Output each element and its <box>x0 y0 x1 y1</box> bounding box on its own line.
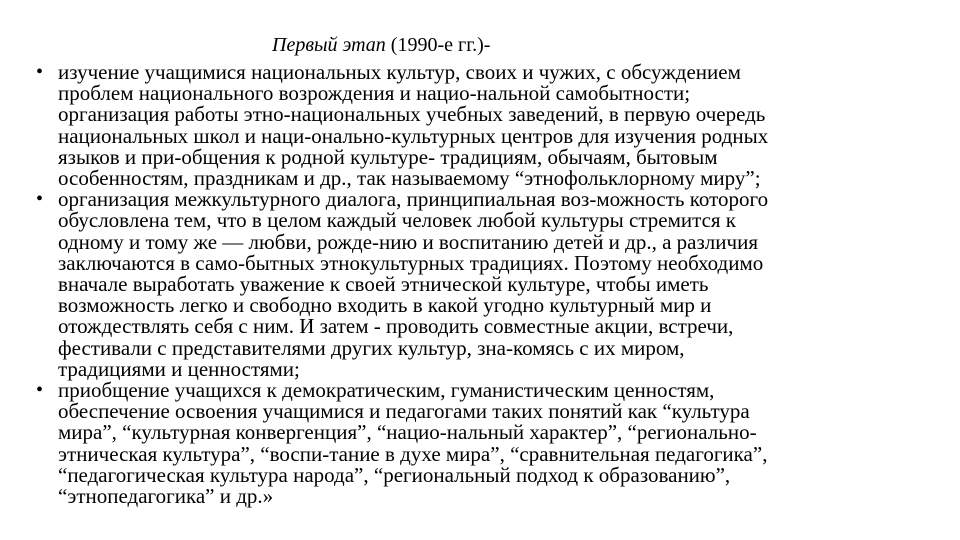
text-line: особенностям, праздникам и др., так называемому “этнофольклорному миру”; <box>58 166 761 191</box>
text-line: проблем национального возрождения и нацио-нальной самобытности; <box>58 81 691 106</box>
text-line: организация межкультурного диалога, принципиальная воз-можность которого <box>58 187 769 212</box>
text-line: приобщение учащихся к демократическим, гуманистическим ценностям, <box>58 378 715 403</box>
text-line: обеспечение освоения учащимися и педагогами таких понятий как “культура <box>58 399 750 424</box>
bullet-icon: • <box>36 61 44 83</box>
text-line: национальных школ и наци-онально-культурных центров для изучения родных <box>58 123 769 148</box>
bullet-item-democratic-values <box>36 380 916 507</box>
text-line: “педагогическая культура народа”, “региональный подход к образованию”, <box>58 462 731 487</box>
text-line: изучение учащимися национальных культур, своих и чужих, с обсуждением <box>58 60 741 84</box>
text-line: заключаются в само-бытных этнокультурных традициях. Поэтому необходимо <box>58 250 764 275</box>
text-line: отождествлять себя с ним. И затем - проводить совместные акции, встречи, <box>58 314 734 339</box>
text-line: языков и при-общения к родной культуре- традициям, обычаям, бытовым <box>58 144 718 169</box>
text-line: организация работы этно-национальных учебных заведений, в первую очередь <box>58 102 766 127</box>
text-line: одному и тому же — любви, рожде-нию и воспитанию детей и др., а различия <box>58 229 758 254</box>
text-line: вначале выработать уважение к своей этнической культуре, чтобы иметь <box>58 272 709 297</box>
bullet-icon: • <box>36 379 44 402</box>
text-line: мира”, “культурная конвергенция”, “нацио-нальный характер”, “регионально- <box>58 420 757 445</box>
stage-heading <box>272 33 490 57</box>
bullet-list <box>36 62 916 507</box>
text-line: этническая культура”, “воспи-тание в духе мира”, “сравнительная педагогика”, <box>58 441 768 466</box>
bullet-item-intercultural-dialogue <box>36 189 916 380</box>
stage-label: Первый этап <box>272 34 386 56</box>
text-line: традициями и ценностями; <box>58 356 300 381</box>
text-line: “этнопедагогика” и др.» <box>58 484 274 509</box>
text-line: возможность легко и свободно входить в какой угодно культурный мир и <box>58 293 712 318</box>
stage-period: (1990-е гг.)- <box>385 34 491 56</box>
bullet-icon: • <box>36 188 44 211</box>
text-line: фестивали с представителями других культур, зна-комясь с их миром, <box>58 335 685 360</box>
text-line: обусловлена тем, что в целом каждый человек любой культуры стремится к <box>58 208 737 233</box>
bullet-item-study-cultures <box>36 62 916 189</box>
